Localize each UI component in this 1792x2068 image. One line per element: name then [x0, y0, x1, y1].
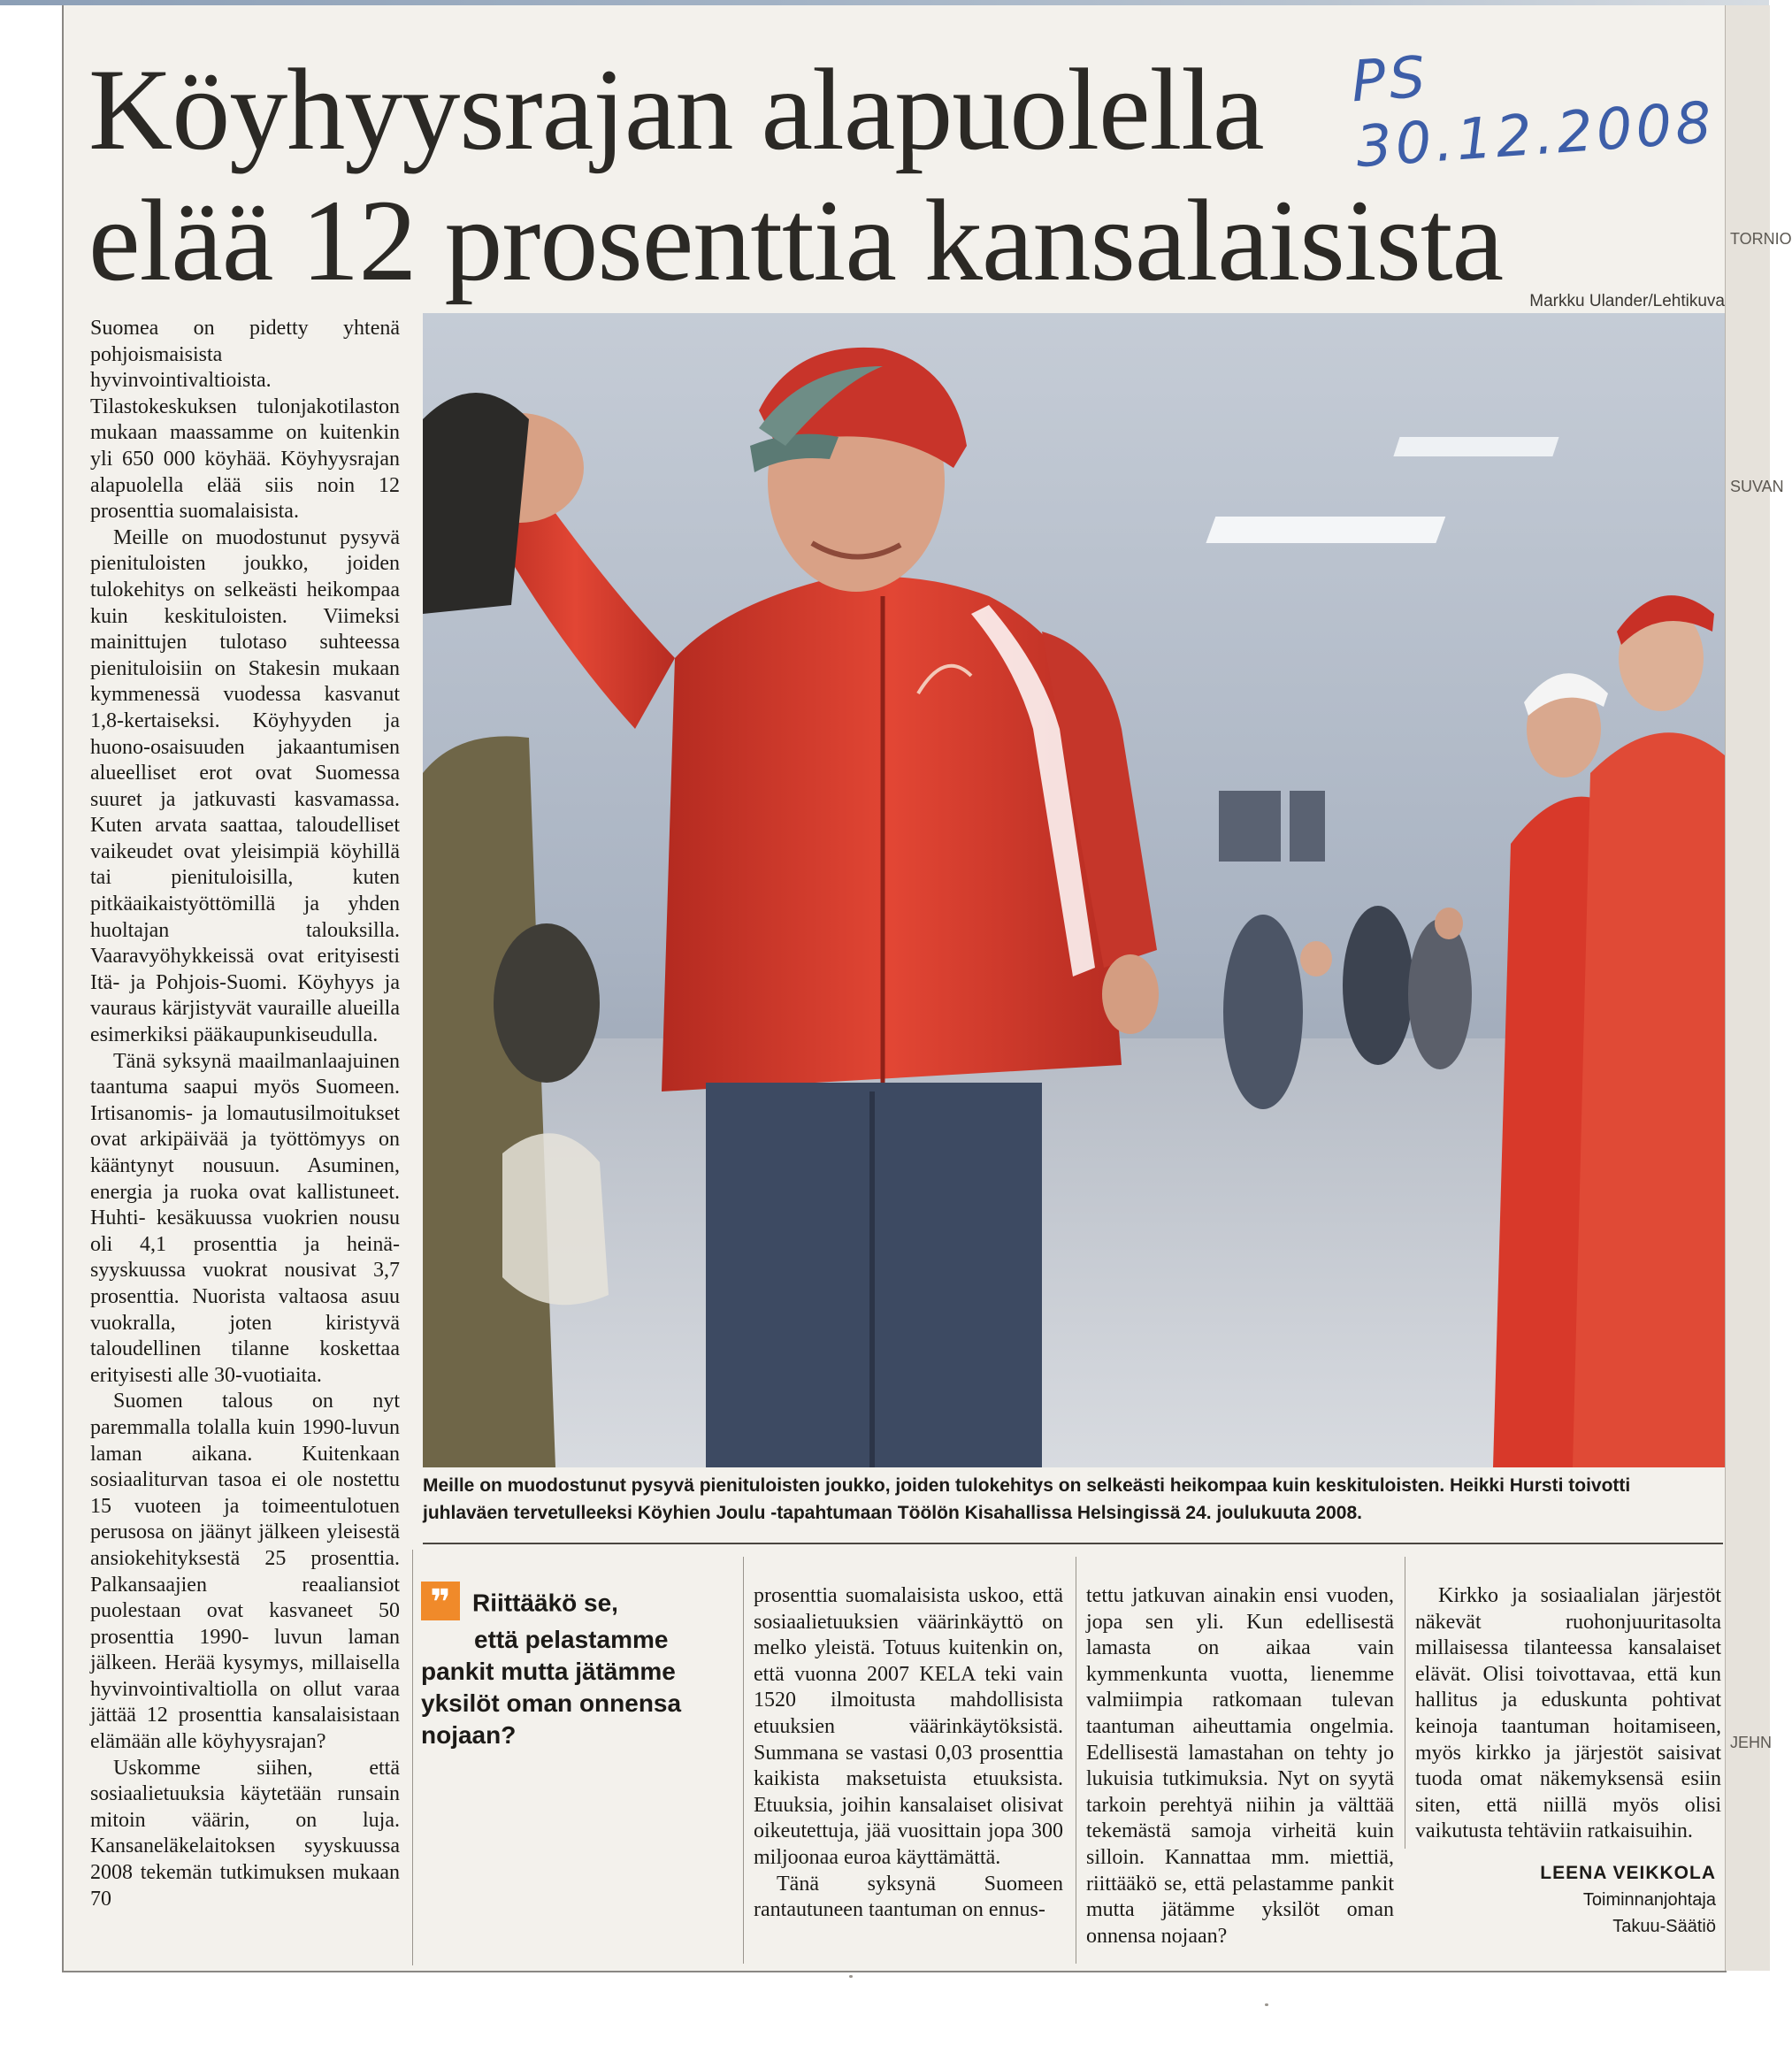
edge-fragment: SUVAN	[1730, 478, 1784, 495]
headline-line-2: elää 12 prosenttia kansalaisista	[88, 175, 1504, 305]
paragraph: Meille on muodostunut pysyvä pienituloisten joukko, joiden tulokehitys on selkeästi heikompaa kuin keskituloisten. Viimeksi mainittujen tulotaso suhteessa pienituloisiin on Stakesin mukaan kymmenessä vuodessa kasvanut 1,8-kertaiseksi. Köyhyyden ja huono-osaisuuden jakaantumisen alueelliset erot ovat Suomessa suuret ja jatkuvasti kasvamassa. Kuten arvata saattaa, taloudelliset vaikeudet ovat yleisimpiä köyhillä tai pienituloisilla, kuten pitkäaikaistyöttömillä ja yhden huoltajan talouksilla. Vaaravyöhykkeissä ovat erityisesti Itä- ja Pohjois-Suomi. Köyhyys ja vauraus kärjistyvät vauraille alueilla esimerkiksi pääkaupunkiseudulla.	[90, 525, 400, 1047]
paragraph: Kirkko ja sosiaalialan järjestöt näkevät ruohonjuuritasolta millaisessa tilanteessa kansalaiset elävät. Olisi toivottavaa, että kun hallitus ja eduskunta pohtivat keinoja taantuman hoitamiseen, myös kirkko ja järjestöt saisivat tuoda omat näkemyksensä esiin siten, että niillä myös olisi vaikutusta tehtäviin ratkaisuihin.	[1415, 1584, 1721, 1843]
pull-quote-line: pankit mutta jätämme	[421, 1658, 676, 1685]
article-headline	[88, 44, 1548, 306]
edge-fragment: JEHN	[1730, 1734, 1773, 1751]
paragraph: Suomea on pidetty yhtenä pohjoismaisista hyvinvointivaltioista. Tilastokeskuksen tulonjakotilaston mukaan maassamme on kuitenkin yli 650 000 köyhää. Köyhyysrajan alapuolella elää siis noin 12 prosenttia suomalaisista.	[90, 317, 400, 524]
scan-speck	[849, 1975, 853, 1978]
paragraph: Uskomme siihen, että sosiaalietuuksia käytetään runsain mitoin väärin, on luja. Kansaneläkelaitoksen syyskuussa 2008 tekemän tutkimuksen mukaan 70	[90, 1756, 400, 1911]
column-4	[1415, 1583, 1721, 1845]
handwritten-date: PS 30.12.2008	[1349, 44, 1718, 181]
author-signature	[1540, 1860, 1716, 1940]
paragraph: Suomen talous on nyt paremmalla tolalla kuin 1990-luvun laman aikana. Kuitenkaan sosiaaliturvan tasoa ei ole nostettu 15 vuoteen ja toimeentulotuen perusosa on jäänyt jälkeen yleisestä ansiokehityksestä 25 prosenttia. Palkansaajien reaaliansiot puolestaan ovat kasvaneet 50 prosenttia 1990- luvun laman jälkeen. Herää kysymys, millaisella hyvinvointivaltiolla on ollut varaa jättää 12 prosenttia kansalaisistaan elämään alle köyhyysrajan?	[90, 1390, 400, 1754]
pull-quote-line: nojaan?	[421, 1721, 517, 1749]
author-organization: Takuu-Säätiö	[1612, 1917, 1716, 1936]
column-3	[1086, 1583, 1394, 1949]
headline-line-1: Köyhyysrajan alapuolella	[88, 44, 1264, 174]
column-1	[90, 316, 400, 1912]
column-divider	[743, 1557, 744, 1964]
paragraph: prosenttia suomalaisista uskoo, että sosiaalietuuksien väärinkäyttö on melko yleistä. Totuus kuitenkin on, että vuonna 2007 KELA teki vain 1520 ilmoitusta mahdollisista etuuksien väärinkäytöksistä. Summana se vastasi 0,03 prosenttia kaikista maksetuista etuuksista. Etuuksia, joihin kansalaiset olisivat oikeutettuja, jää vuosittain jopa 300 miljoonaa euroa käyttämättä.	[754, 1584, 1063, 1869]
pull-quote-line: yksilöt oman onnensa	[421, 1689, 682, 1717]
pull-quote	[421, 1582, 741, 1751]
column-2	[754, 1583, 1063, 1924]
caption-divider	[423, 1543, 1723, 1544]
edge-fragment: TORNIO	[1730, 230, 1792, 248]
quote-mark-icon: ❞	[421, 1582, 460, 1620]
pull-quote-line: Riittääkö se,	[472, 1589, 618, 1617]
author-role: Toiminnanjohtaja	[1582, 1890, 1716, 1910]
paragraph: Tänä syksynä maailmanlaajuinen taantuma saapui myös Suomeen. Irtisanomis- ja lomautusilmoitukset ovat arkipäivää ja työttömyys on kääntynyt nousuun. Asuminen, energia ja ruoka ovat kallistuneet. Huhti- kesäkuussa vuokrien nousu oli 4,1 prosenttia ja heinä-syyskuussa vuokrat nousivat 3,7 prosenttia. Nuorista valtaosa asuu vuokralla, joten kiristyvä taloudellinen tilanne koskettaa erityisesti alle 30-vuotiaita.	[90, 1049, 400, 1387]
column-divider	[412, 1550, 413, 1965]
photo-caption: Meille on muodostunut pysyvä pienituloisten joukko, joiden tulokehitys on selkeästi heikompaa kuin keskituloisten. Heikki Hursti toivotti juhlaväen tervetulleeksi Köyhien Joulu -tapahtumaan Töölön Kisahallissa Helsingissä 24. joulukuuta 2008.	[423, 1475, 1631, 1523]
news-photo	[423, 313, 1725, 1467]
scan-speck	[1265, 2003, 1268, 2006]
author-name: LEENA VEIKKOLA	[1540, 1863, 1716, 1883]
photo-illustration	[423, 313, 1725, 1467]
pull-quote-line: että pelastamme	[474, 1626, 669, 1653]
paragraph: tettu jatkuvan ainakin ensi vuoden, jopa sen yli. Kun edellisestä lamasta on aikaa vain kymmenkunta vuotta, lienemme valmiimpia ratkomaan tulevan taantuman aiheuttamia ongelmia. Edellisestä lamastahan on tehty jo lukuisia tutkimuksia. Nyt on syytä tarkoin perehtyä niihin ja välttää tekemästä samoja virheitä kuin silloin. Kannattaa mm. miettiä, riittääkö se, että pelastamme pankit mutta jätämme yksilöt oman onnensa nojaan?	[1086, 1584, 1394, 1948]
neighbor-page-edge	[1725, 5, 1792, 1971]
photo-credit: Markku Ulander/Lehtikuva	[1529, 292, 1725, 310]
paragraph: Tänä syksynä Suomeen rantautuneen taantuman on ennus-	[754, 1872, 1063, 1922]
